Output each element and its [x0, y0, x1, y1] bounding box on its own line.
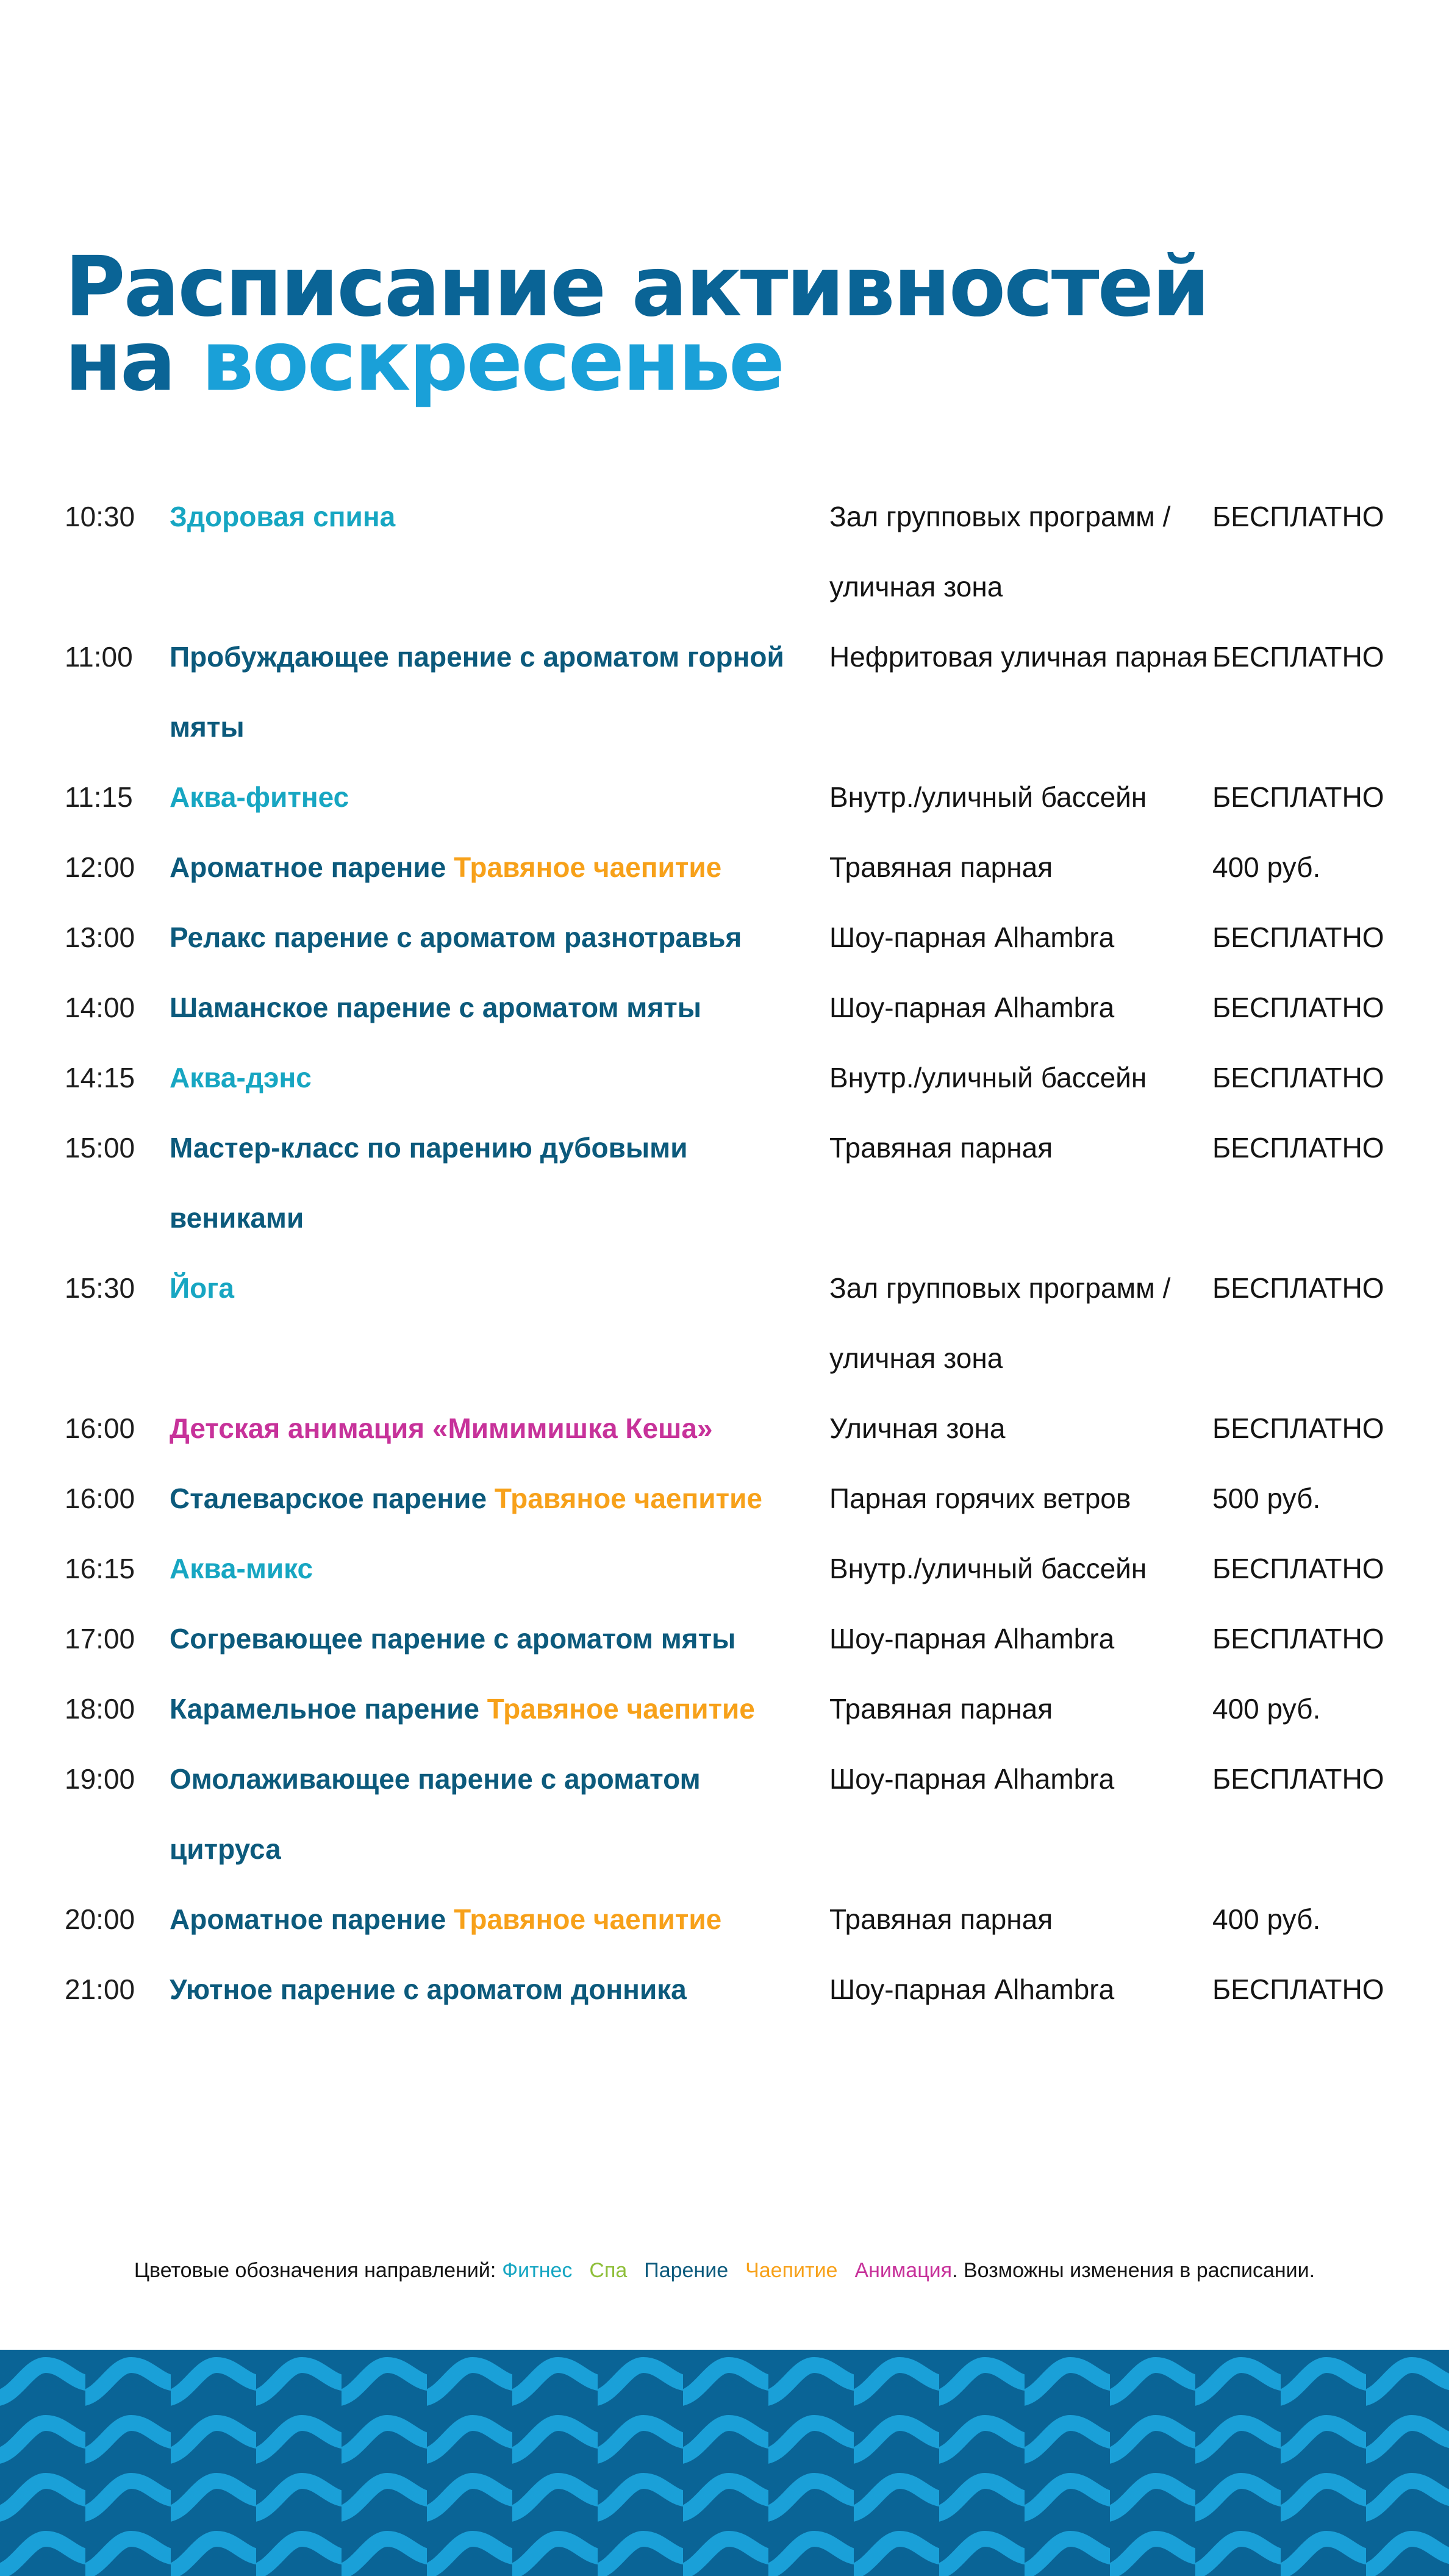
schedule-price: 500 руб. — [1212, 1483, 1321, 1514]
activity-name: Омолаживающее парение с ароматом цитруса — [170, 1763, 701, 1865]
activity-tea-extra: Травяное чаепитие — [454, 1903, 722, 1935]
schedule-row — [65, 1674, 1394, 1744]
schedule-price: 400 руб. — [1212, 851, 1321, 883]
activity-name: Ароматное парение — [170, 851, 446, 883]
schedule-time: 11:00 — [65, 641, 133, 673]
schedule-location: Зал групповых программ / уличная зона — [829, 501, 1171, 603]
schedule-activity — [170, 1604, 829, 1674]
schedule-time: 16:00 — [65, 1412, 135, 1444]
schedule-activity — [170, 1253, 829, 1323]
schedule-price: БЕСПЛАТНО — [1212, 1623, 1384, 1655]
activity-name: Йога — [170, 1272, 234, 1304]
wave-pattern-band — [0, 2350, 1449, 2576]
title-line-2-prefix: на — [65, 313, 174, 410]
activity-tea-extra: Травяное чаепитие — [494, 1483, 762, 1514]
color-legend — [0, 2259, 1449, 2283]
schedule-row — [65, 1744, 1394, 1884]
title-line-1: Расписание активностей — [65, 239, 1209, 335]
schedule-location: Травяная парная — [829, 851, 1053, 883]
schedule-price: БЕСПЛАТНО — [1212, 1272, 1384, 1304]
schedule-activity — [170, 1534, 829, 1604]
activity-name: Пробуждающее парение с ароматом горной мяты — [170, 641, 784, 743]
legend-spa: Спа — [589, 2259, 628, 2282]
schedule-location: Травяная парная — [829, 1903, 1053, 1935]
schedule-price: БЕСПЛАТНО — [1212, 641, 1384, 673]
schedule-time: 17:00 — [65, 1623, 135, 1655]
schedule-price: БЕСПЛАТНО — [1212, 1412, 1384, 1444]
schedule-location: Шоу-парная Alhambra — [829, 1973, 1115, 2005]
schedule-activity — [170, 1955, 829, 2025]
schedule-price: БЕСПЛАТНО — [1212, 1763, 1384, 1795]
activity-tea-extra: Травяное чаепитие — [487, 1693, 755, 1725]
legend-fitness: Фитнес — [502, 2259, 573, 2282]
schedule-row — [65, 973, 1394, 1043]
schedule-row — [65, 1884, 1394, 1955]
activity-name: Аква-дэнс — [170, 1062, 312, 1093]
schedule-time: 16:00 — [65, 1483, 135, 1514]
schedule-activity — [170, 762, 829, 832]
schedule-row — [65, 622, 1394, 762]
title-line-2 — [65, 313, 1208, 410]
schedule-location: Внутр./уличный бассейн — [829, 1062, 1147, 1093]
schedule-time: 18:00 — [65, 1693, 135, 1725]
activity-name: Ароматное парение — [170, 1903, 446, 1935]
schedule-location: Шоу-парная Alhambra — [829, 921, 1115, 953]
schedule-price: 400 руб. — [1212, 1903, 1321, 1935]
legend-note: . Возможны изменения в расписании. — [952, 2259, 1315, 2282]
schedule-price: БЕСПЛАТНО — [1212, 921, 1384, 953]
activity-name: Согревающее парение с ароматом мяты — [170, 1623, 736, 1655]
activity-name: Аква-фитнес — [170, 781, 349, 813]
schedule-time: 21:00 — [65, 1973, 135, 2005]
schedule-time: 15:00 — [65, 1132, 135, 1164]
schedule-activity — [170, 482, 829, 552]
legend-prefix: Цветовые обозначения направлений: — [134, 2259, 496, 2282]
activity-name: Аква-микс — [170, 1553, 313, 1584]
schedule-location: Шоу-парная Alhambra — [829, 1763, 1115, 1795]
schedule-activity — [170, 1674, 829, 1744]
activity-name: Детская анимация «Мимимишка Кеша» — [170, 1412, 713, 1444]
schedule-time: 13:00 — [65, 921, 135, 953]
schedule-location: Уличная зона — [829, 1412, 1006, 1444]
schedule-time: 12:00 — [65, 851, 135, 883]
schedule-location: Шоу-парная Alhambra — [829, 992, 1115, 1023]
legend-animation: Анимация — [854, 2259, 953, 2282]
schedule-price: БЕСПЛАТНО — [1212, 1973, 1384, 2005]
schedule-time: 14:00 — [65, 992, 135, 1023]
schedule-price: 400 руб. — [1212, 1693, 1321, 1725]
schedule-activity — [170, 1744, 829, 1884]
schedule-price: БЕСПЛАТНО — [1212, 1553, 1384, 1584]
schedule-price: БЕСПЛАТНО — [1212, 501, 1384, 532]
schedule-row — [65, 1043, 1394, 1113]
activity-name: Здоровая спина — [170, 501, 396, 532]
legend-tea: Чаепитие — [745, 2259, 838, 2282]
legend-steam: Парение — [644, 2259, 729, 2282]
schedule-time: 19:00 — [65, 1763, 135, 1795]
page-title — [65, 239, 1209, 410]
schedule-row — [65, 482, 1394, 622]
schedule-row — [65, 1394, 1394, 1464]
activity-name: Уютное парение с ароматом донника — [170, 1973, 687, 2005]
activity-tea-extra: Травяное чаепитие — [454, 851, 722, 883]
schedule-location: Нефритовая уличная парная — [829, 641, 1208, 673]
schedule-row — [65, 762, 1394, 832]
schedule-price: БЕСПЛАТНО — [1212, 992, 1384, 1023]
schedule-row — [65, 1604, 1394, 1674]
activity-name: Мастер-класс по парению дубовыми вениками — [170, 1132, 688, 1234]
schedule-row — [65, 903, 1394, 973]
schedule-activity — [170, 1043, 829, 1113]
schedule-time: 10:30 — [65, 501, 135, 532]
schedule-row — [65, 1534, 1394, 1604]
wave-pattern — [0, 2350, 1449, 2576]
activity-name: Релакс парение с ароматом разнотравья — [170, 921, 742, 953]
schedule-table — [65, 482, 1394, 2025]
schedule-time: 16:15 — [65, 1553, 135, 1584]
activity-name: Шаманское парение с ароматом мяты — [170, 992, 701, 1023]
schedule-row — [65, 1253, 1394, 1394]
schedule-price: БЕСПЛАТНО — [1212, 1132, 1384, 1164]
schedule-activity — [170, 973, 829, 1043]
schedule-location: Внутр./уличный бассейн — [829, 781, 1147, 813]
schedule-activity — [170, 1464, 829, 1534]
schedule-row — [65, 832, 1394, 903]
schedule-location: Шоу-парная Alhambra — [829, 1623, 1115, 1655]
schedule-time: 11:15 — [65, 781, 133, 813]
schedule-time: 15:30 — [65, 1272, 135, 1304]
schedule-location: Травяная парная — [829, 1132, 1053, 1164]
schedule-activity — [170, 1884, 829, 1955]
schedule-location: Зал групповых программ / уличная зона — [829, 1272, 1171, 1374]
schedule-time: 20:00 — [65, 1903, 135, 1935]
schedule-time: 14:15 — [65, 1062, 135, 1093]
schedule-activity — [170, 622, 829, 762]
schedule-activity — [170, 1113, 829, 1253]
schedule-row — [65, 1955, 1394, 2025]
schedule-location: Парная горячих ветров — [829, 1483, 1131, 1514]
schedule-location: Травяная парная — [829, 1693, 1053, 1725]
schedule-activity — [170, 1394, 829, 1464]
activity-name: Карамельное парение — [170, 1693, 479, 1725]
title-line-2-accent: воскресенье — [201, 313, 784, 410]
schedule-price: БЕСПЛАТНО — [1212, 781, 1384, 813]
schedule-row — [65, 1113, 1394, 1253]
schedule-activity — [170, 903, 829, 973]
schedule-row — [65, 1464, 1394, 1534]
schedule-activity — [170, 832, 829, 903]
schedule-price: БЕСПЛАТНО — [1212, 1062, 1384, 1093]
activity-name: Сталеварское парение — [170, 1483, 487, 1514]
schedule-location: Внутр./уличный бассейн — [829, 1553, 1147, 1584]
